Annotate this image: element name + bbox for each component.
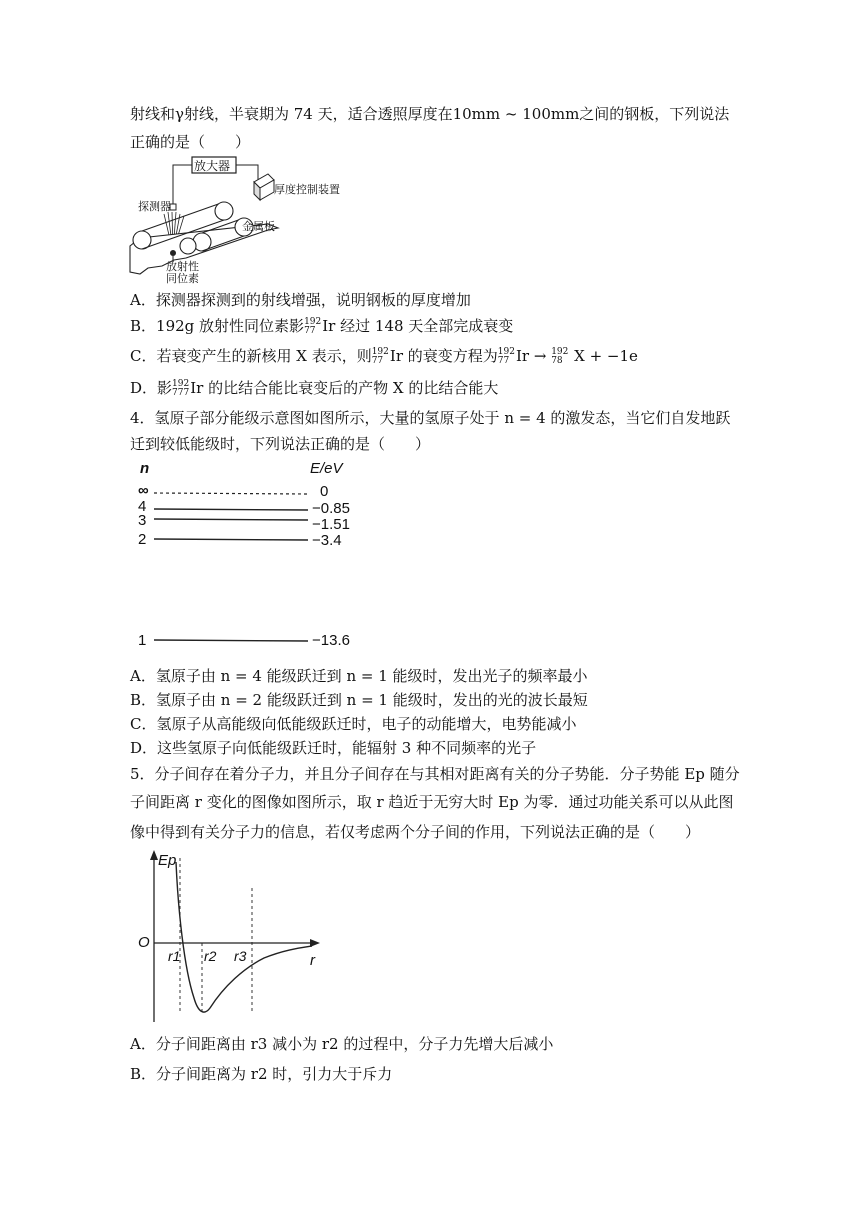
q3-option-c-mid: 的衰变方程为 <box>403 347 498 365</box>
q3-thickness-control-label: 厚度控制装置 <box>274 184 340 196</box>
q3-detector-label: 探测器 <box>138 201 171 213</box>
q5-text-line1: 5．分子间存在着分子力，并且分子间存在与其相对距离有关的分子势能．分子势能 Ep 随分 <box>130 765 740 783</box>
q4-option-d: D．这些氢原子向低能级跃迁时，能辐射 3 种不同频率的光子 <box>130 739 537 757</box>
q3-option-c-nuclide-3 <box>551 348 568 366</box>
q5-r2-label: r2 <box>204 948 217 964</box>
q3-option-c-element-2: Ir → <box>515 347 547 365</box>
q3-option-b-mid: 放射性同位素 <box>194 317 290 335</box>
q3-option-d <box>130 378 498 398</box>
q3-option-d-prefix: D． <box>130 379 158 397</box>
q3-option-b-suffix: 经过 148 天全部完成衰变 <box>335 317 514 335</box>
q3-option-c-mass-2: 192 <box>497 347 515 357</box>
q4-level-1-e: −13.6 <box>312 632 350 649</box>
q5-option-a: A．分子间距离由 r3 减小为 r2 的过程中，分子力先增大后减小 <box>130 1035 554 1053</box>
q5-y-axis-label: Ep <box>158 852 177 869</box>
q4-text-line2: 迁到较低能级时，下列说法正确的是（ ） <box>130 435 431 453</box>
q4-level-1-line <box>154 640 308 641</box>
q4-level-inf-n: ∞ <box>138 482 149 499</box>
q3-amplifier-label: 放大器 <box>194 159 231 173</box>
q3-option-c-mass-3: 192 <box>551 347 569 357</box>
q3-option-c-z-2: 77 <box>497 356 510 366</box>
q3-option-c <box>130 346 638 366</box>
q4-text-line1: 4．氢原子部分能级示意图如图所示，大量的氢原子处于 n = 4 的激发态，当它们自发地跃 <box>130 409 731 427</box>
q3-option-c-prefix: C．若衰变产生的新核用 X 表示，则 <box>130 347 372 365</box>
q4-level-inf-line <box>154 493 308 494</box>
q4-level-4-e: −0.85 <box>312 500 350 517</box>
q4-energy-level-diagram <box>130 460 370 656</box>
q4-level-4-line <box>154 509 308 510</box>
q3-option-d-mass-number: 192 <box>172 379 190 389</box>
q3-thickness-gauge-figure <box>128 154 348 285</box>
q4-level-3-n: 3 <box>138 512 147 529</box>
q4-level-4-n: 4 <box>138 498 147 515</box>
q5-option-b: B．分子间距离为 r2 时，引力大于斥力 <box>130 1065 393 1083</box>
q3-option-c-suffix: X + −1e <box>569 347 638 365</box>
q3-option-c-element-1: Ir <box>389 347 403 365</box>
q3-option-d-nuclide <box>172 380 189 398</box>
q3-option-b-atomic-number: 77 <box>304 326 316 336</box>
q3-option-b <box>130 316 513 336</box>
q3-option-b-mass: 192g <box>156 317 195 335</box>
q3-option-c-z-1: 77 <box>371 356 384 366</box>
q5-potential-energy-graph <box>134 848 334 1028</box>
q3-diagram-svg <box>128 154 348 282</box>
q3-option-b-element: Ir <box>322 317 336 335</box>
q3-option-c-nuclide-2 <box>498 348 515 366</box>
q4-level-2-e: −3.4 <box>312 532 342 549</box>
q4-n-axis-label: n <box>140 460 150 477</box>
q3-source-label-1: 放射性 <box>166 261 199 273</box>
q3-option-d-suffix: 的比结合能比衰变后的产物 X 的比结合能大 <box>203 379 499 397</box>
q3-option-b-prefix: B． <box>130 317 157 335</box>
q3-option-d-char: 影 <box>157 379 173 397</box>
q4-level-inf-e: 0 <box>320 483 329 500</box>
q4-level-1-n: 1 <box>138 632 147 649</box>
q5-r3-label: r3 <box>234 948 247 964</box>
q3-text-line1: 射线和γ射线，半衰期为 74 天，适合透照厚度在10mm ~ 100mm之间的钢板，下列说法 <box>130 105 730 123</box>
q5-x-axis-label: r <box>310 952 315 969</box>
q3-option-b-nuclide <box>304 318 321 336</box>
q3-option-d-element: Ir <box>190 379 204 397</box>
q4-level-3-e: −1.51 <box>312 516 350 533</box>
q4-e-axis-label: E/eV <box>310 460 343 477</box>
q3-text-line2: 正确的是（ ） <box>130 133 251 151</box>
q4-level-3-line <box>154 519 308 520</box>
q3-option-a: A．探测器探测到的射线增强，说明钢板的厚度增加 <box>130 291 471 309</box>
q5-r1-label: r1 <box>168 948 181 964</box>
q3-option-c-nuclide-1 <box>372 348 389 366</box>
q4-level-2-n: 2 <box>138 531 147 548</box>
q5-text-line3: 像中得到有关分子力的信息，若仅考虑两个分子间的作用，下列说法正确的是（ ） <box>130 823 701 841</box>
q3-option-c-mass-1: 192 <box>371 347 389 357</box>
q4-option-c: C．氢原子从高能级向低能级跃迁时，电子的动能增大，电势能减小 <box>130 715 577 733</box>
q5-origin-label: O <box>138 934 150 951</box>
q4-level-2-line <box>154 539 308 540</box>
q3-option-b-mass-number: 192 <box>304 317 322 327</box>
q4-option-b: B．氢原子由 n = 2 能级跃迁到 n = 1 能级时，发出的光的波长最短 <box>130 691 588 709</box>
q3-metal-plate-label: 金属板 <box>242 221 275 233</box>
q3-option-c-z-3: 78 <box>551 356 563 366</box>
q3-option-d-atomic-number: 777 <box>172 388 190 398</box>
q5-ep-curve <box>176 862 312 1012</box>
q3-option-b-char: 影 <box>289 317 305 335</box>
q3-source-label-2: 同位素 <box>166 273 199 285</box>
q5-y-axis-arrow <box>150 850 158 860</box>
q4-levels-svg <box>130 460 370 656</box>
q5-graph-svg <box>134 848 334 1028</box>
q5-text-line2: 子间距离 r 变化的图像如图所示，取 r 趋近于无穷大时 Ep 为零．通过功能关系可以从此图 <box>130 793 734 811</box>
q4-option-a: A．氢原子由 n = 4 能级跃迁到 n = 1 能级时，发出光子的频率最小 <box>130 667 588 685</box>
